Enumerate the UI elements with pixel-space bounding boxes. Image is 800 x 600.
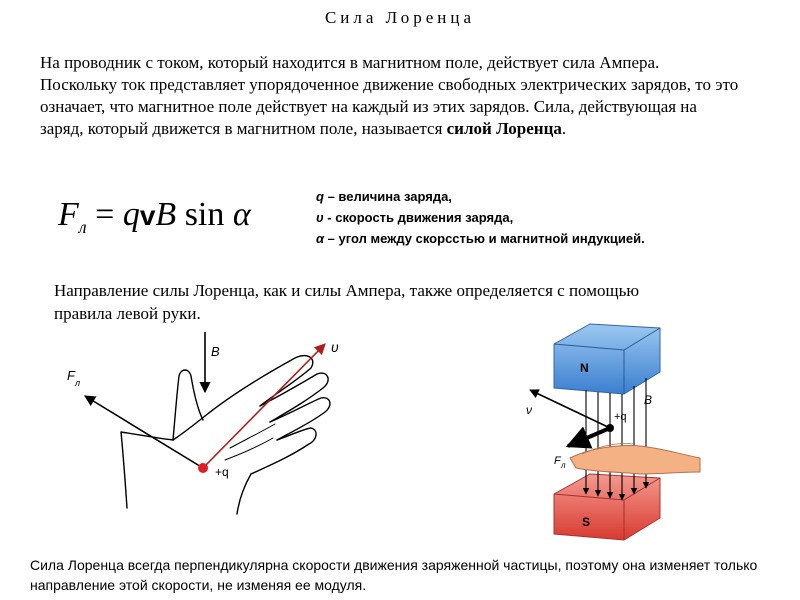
hand-outline — [121, 356, 330, 514]
intro-text-end: . — [561, 119, 567, 138]
footer-note: Сила Лоренца всегда перпендикулярна скорости движения заряженной частицы, поэтому она изменяет только направление этой скорости, не изменяя ее модуля. — [30, 557, 758, 593]
definition-text: – величина заряда, — [323, 189, 452, 204]
definition-symbol: υ — [316, 210, 324, 225]
definition-charge — [316, 186, 645, 207]
north-label: N — [580, 361, 589, 375]
formula-force: F — [58, 196, 79, 233]
definition-symbol: α — [316, 231, 325, 246]
formula-charge: q — [122, 196, 140, 233]
velocity-label: ν — [526, 403, 532, 417]
definition-angle — [316, 228, 645, 249]
formula-force-subscript: л — [78, 216, 87, 237]
charge-dot — [198, 463, 208, 473]
charge-label: +q — [614, 411, 627, 423]
charge-dot — [606, 424, 614, 432]
lorentz-force-term: силой Лоренца — [446, 119, 562, 138]
formula-equals: = — [95, 196, 115, 233]
left-hand-rule-figure — [55, 328, 355, 518]
charge-label: +q — [215, 465, 229, 479]
definition-velocity — [316, 207, 645, 228]
south-label: S — [582, 515, 591, 529]
force-arrow — [568, 428, 610, 446]
force-label: F — [554, 455, 561, 467]
definition-text: – угол между скорсстью и магнитной индукцией. — [324, 231, 645, 246]
velocity-label: υ — [331, 339, 339, 355]
lorentz-formula — [58, 196, 251, 238]
force-label: F — [67, 368, 75, 383]
south-magnet — [554, 474, 660, 540]
formula-field: B — [155, 196, 177, 233]
definition-text: - скорость движения заряда, — [323, 210, 514, 225]
intro-paragraph — [40, 52, 740, 140]
magnet-hand-figure — [510, 322, 710, 542]
b-field-label: B — [211, 344, 220, 359]
force-subscript-label: л — [561, 461, 566, 470]
hand-shape — [570, 443, 700, 474]
formula-angle: α — [232, 196, 251, 233]
formula-definitions — [316, 186, 645, 249]
b-field-label: B — [644, 393, 653, 407]
page-title: Сила Лоренца — [324, 8, 476, 27]
velocity-arrow — [203, 344, 325, 468]
force-subscript-label: л — [75, 378, 81, 388]
north-magnet — [554, 324, 660, 394]
formula-velocity: v — [139, 200, 156, 231]
direction-paragraph: Направление силы Лоренца, как и силы Ампера, также определяется с помощью правила левой руки. — [54, 281, 640, 323]
definition-symbol: q — [316, 189, 324, 204]
formula-sin: sin — [184, 196, 225, 233]
intro-text: На проводник с током, который находится в магнитном поле, действует сила Ампера. Поскольку ток представляет упорядоченное движение свободных электрических зарядов, то это означает, что магнитное поле действует на каждый из этих зарядов. Сила, действующая на заряд, который движется в магнитном поле, называется — [40, 53, 739, 138]
